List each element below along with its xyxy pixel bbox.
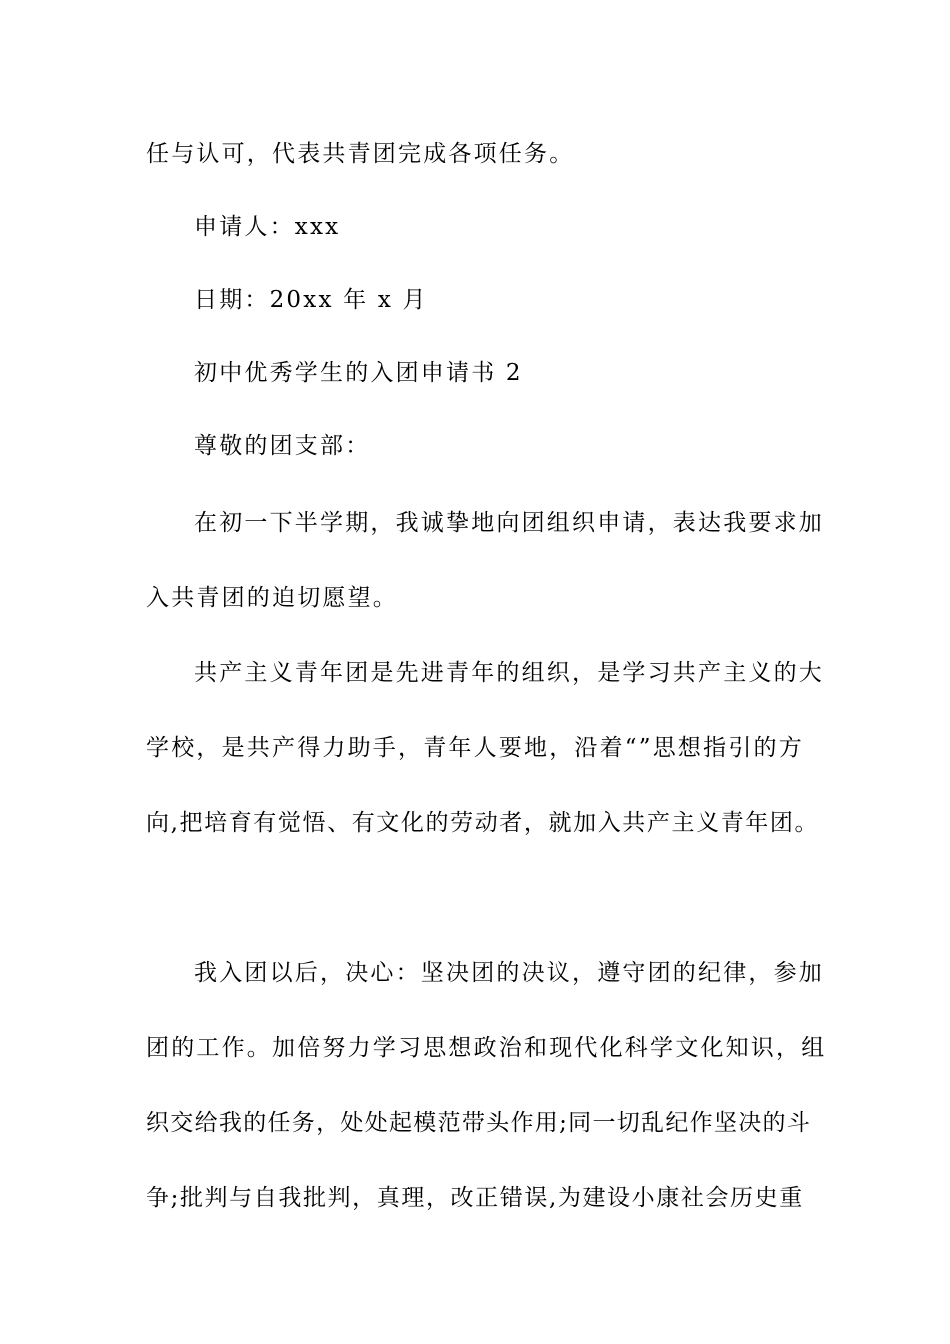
paragraph-3-line-1: 我入团以后，决心：坚决团的决议，遵守团的纪律，参加: [194, 960, 824, 986]
paragraph-3-line-3: 织交给我的任务，处处起模范带头作用;同一切乱纪作坚决的斗: [146, 1110, 812, 1136]
applicant-line: 申请人：xxx: [194, 214, 341, 240]
paragraph-3-line-4: 争;批判与自我批判，真理，改正错误,为建设小康社会历史重: [146, 1185, 804, 1211]
section-title: 初中优秀学生的入团申请书 2: [194, 360, 523, 386]
date-line: 日期：20xx 年 x 月: [194, 287, 428, 313]
paragraph-1-line-2: 入共青团的迫切愿望。: [146, 585, 398, 611]
salutation: 尊敬的团支部：: [194, 433, 371, 459]
paragraph-2-line-3: 向,把培育有觉悟、有文化的劳动者，就加入共产主义青年团。: [146, 810, 820, 836]
paragraph-1-line-1: 在初一下半学期，我诚挚地向团组织申请，表达我要求加: [194, 510, 824, 536]
paragraph-2-line-2: 学校，是共产得力助手，青年人要地，沿着“”思想指引的方: [146, 735, 804, 761]
paragraph-3-line-2: 团的工作。加倍努力学习思想政治和现代化科学文化知识，组: [146, 1035, 827, 1061]
paragraph-2-line-1: 共产主义青年团是先进青年的组织，是学习共产主义的大: [194, 660, 824, 686]
text-line-continuation: 任与认可，代表共青团完成各项任务。: [146, 141, 575, 167]
